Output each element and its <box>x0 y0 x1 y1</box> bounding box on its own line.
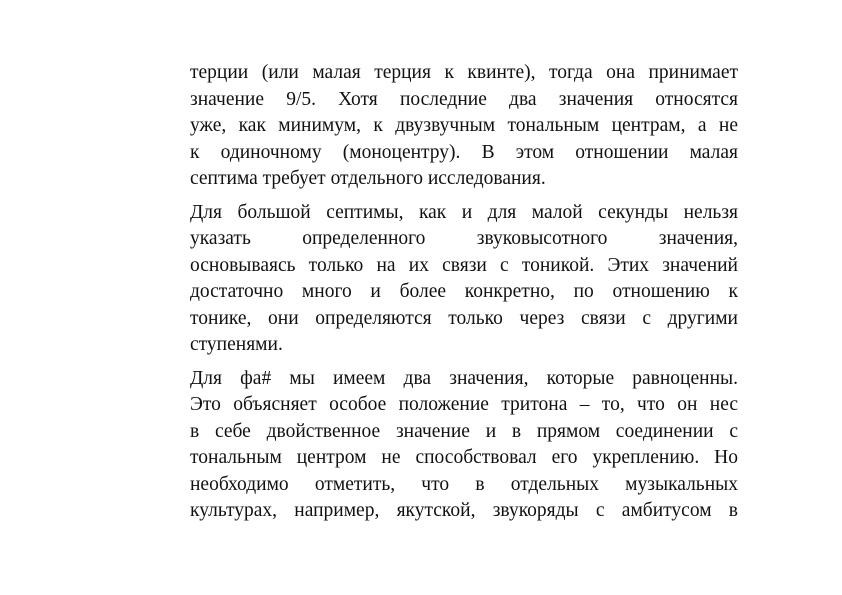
text-line: септима требует отдельного исследования. <box>190 168 546 189</box>
text-line: необходимо отметить, что в отдельных музыкальных <box>190 473 738 495</box>
paragraph-1 <box>190 60 738 193</box>
body-text <box>190 60 738 525</box>
text-line: значение 9/5. Хотя последние два значения относятся <box>190 88 738 110</box>
text-line: культурах, например, якутской, звукоряды с амбитусом в <box>190 500 738 521</box>
text-line: Для фа# мы имеем два значения, которые равноценны. <box>190 367 738 389</box>
paragraph-3 <box>190 366 738 525</box>
text-line: достаточно много и более конкретно, по отношению к <box>190 281 738 302</box>
paragraph-2 <box>190 200 738 359</box>
text-line: терции (или малая терция к квинте), тогда она принимает <box>190 62 738 83</box>
text-line: ступенями. <box>190 334 283 355</box>
text-line: тональным центром не способствовал его укреплению. Но <box>190 447 738 468</box>
text-line: основываясь только на их связи с тоникой. Этих значений <box>190 254 738 276</box>
text-line: уже, как минимум, к двузвучным тональным центрам, а не <box>190 115 738 136</box>
text-line: указать определенного звуковысотного значения, <box>190 228 738 249</box>
text-line: к одиночному (моноцентру). В этом отношении малая <box>190 141 738 163</box>
text-line: Это объясняет особое положение тритона – то, что он нес <box>190 394 738 415</box>
text-line: тонике, они определяются только через связи с другими <box>190 307 738 329</box>
text-line: в себе двойственное значение и в прямом соединении с <box>190 420 738 442</box>
text-line: Для большой септимы, как и для малой секунды нельзя <box>190 201 738 223</box>
